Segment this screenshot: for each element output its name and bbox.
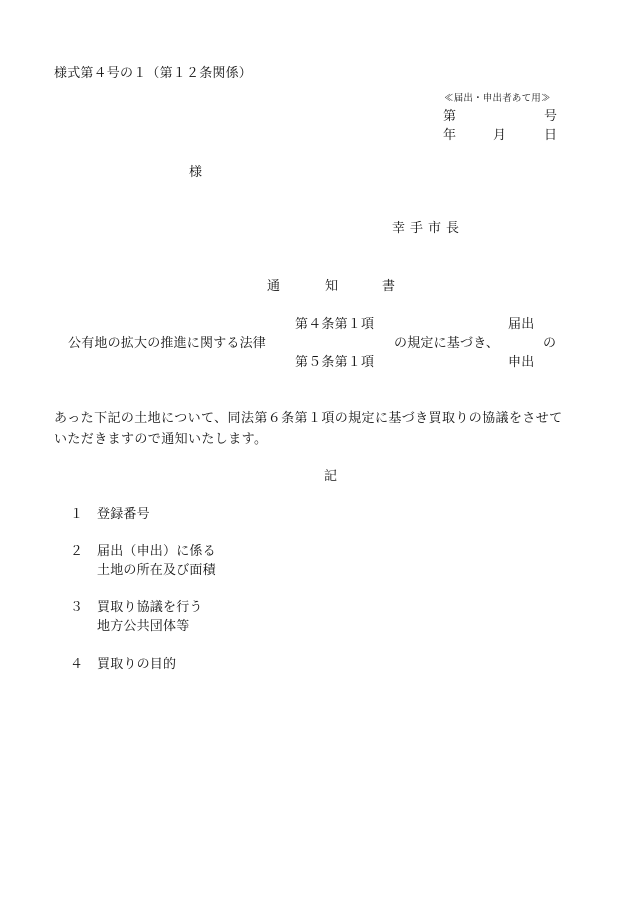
item-3-label-line-2: 地方公共団体等 bbox=[97, 619, 190, 634]
date-month: 月 bbox=[493, 128, 507, 143]
addressee-note: ≪届出・申出者あて用≫ bbox=[444, 93, 551, 104]
doc-number-prefix: 第 bbox=[443, 109, 457, 124]
issuer-name: 幸手市長 bbox=[392, 221, 465, 236]
item-2-label-line-2: 土地の所在及び面積 bbox=[97, 563, 216, 578]
item-2-number: ２ bbox=[70, 544, 84, 559]
notice-upper: 届出 bbox=[508, 317, 535, 332]
item-4-label: 買取りの目的 bbox=[97, 657, 177, 672]
date-day: 日 bbox=[544, 128, 558, 143]
item-3-label-line-1: 買取り協議を行う bbox=[97, 600, 203, 615]
article-upper: 第４条第１項 bbox=[295, 317, 375, 332]
title-char-3: 書 bbox=[382, 279, 396, 294]
item-1-label: 登録番号 bbox=[97, 507, 150, 522]
title-char-2: 知 bbox=[325, 279, 339, 294]
recipient-suffix: 様 bbox=[189, 165, 203, 180]
item-2-label-line-1: 届出（申出）に係る bbox=[97, 544, 216, 559]
body-paragraph: あった下記の土地について、同法第６条第１項の規定に基づき買取りの協議をさせていただきますので通知いたします。 bbox=[54, 411, 563, 447]
doc-number-suffix: 号 bbox=[544, 109, 558, 124]
form-label: 様式第４号の１（第１２条関係） bbox=[54, 66, 253, 81]
ki-heading: 記 bbox=[324, 469, 338, 484]
item-3-number: ３ bbox=[70, 600, 84, 615]
date-year: 年 bbox=[443, 128, 457, 143]
notice-lower: 申出 bbox=[508, 355, 535, 370]
title-char-1: 通 bbox=[267, 279, 281, 294]
rule-phrase: の規定に基づき、 bbox=[394, 336, 500, 351]
particle: の bbox=[543, 336, 557, 351]
item-4-number: ４ bbox=[70, 657, 84, 672]
item-1-number: １ bbox=[70, 507, 84, 522]
law-name: 公有地の拡大の推進に関する法律 bbox=[68, 336, 267, 351]
article-lower: 第５条第１項 bbox=[295, 355, 375, 370]
